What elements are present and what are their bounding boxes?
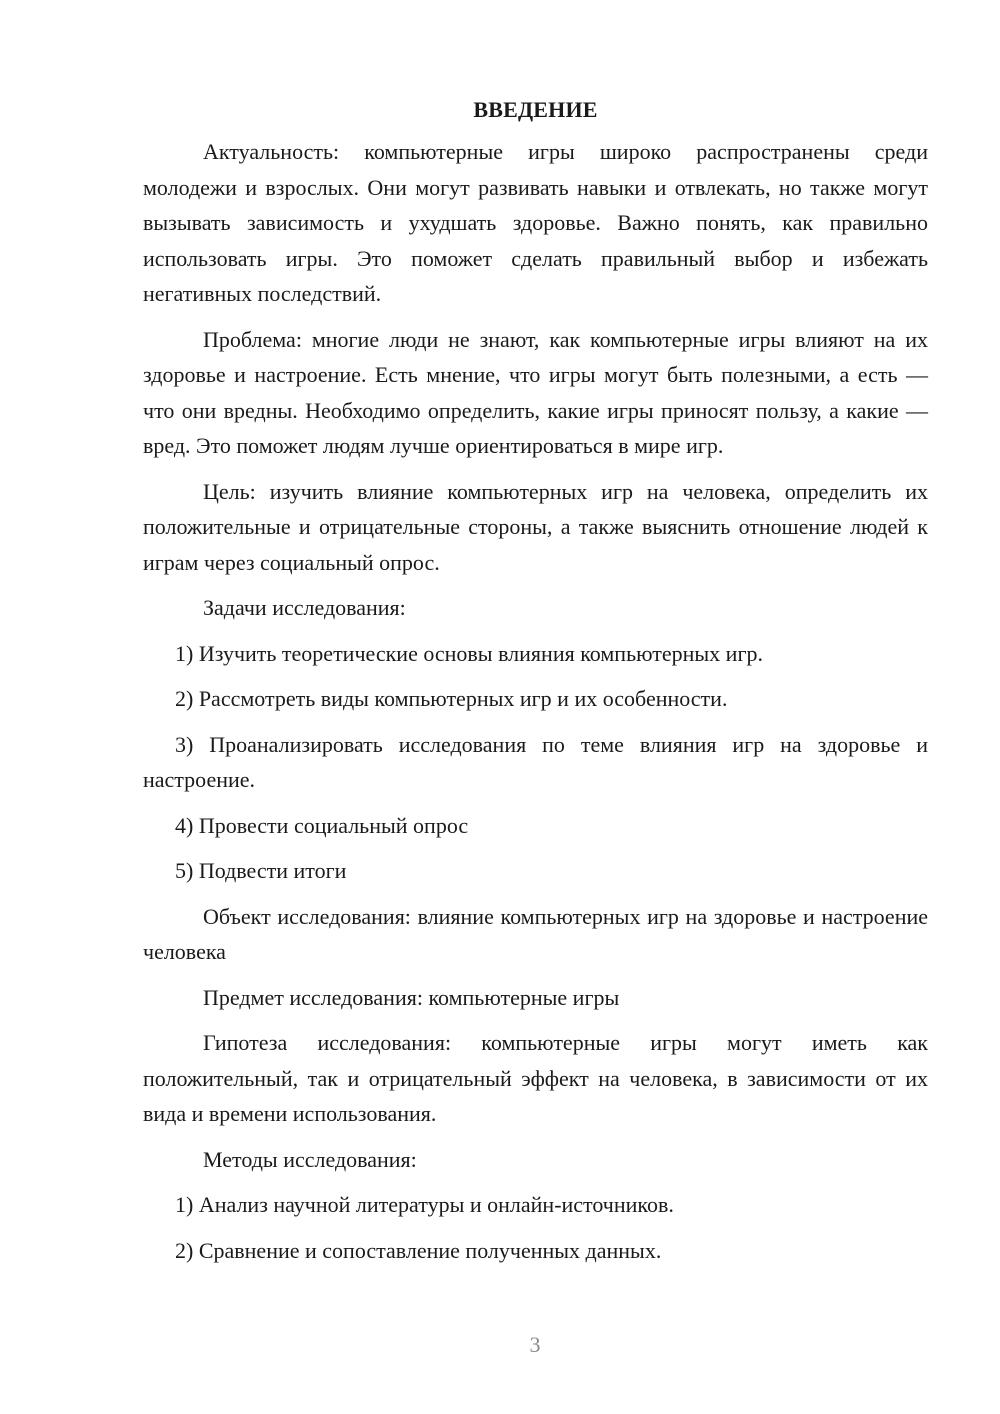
page-number: 3 [529, 1332, 541, 1357]
page-title: ВВЕДЕНИЕ [473, 97, 598, 122]
problem-paragraph: Проблема: многие люди не знают, как компьютерные игры влияют на их здоровье и настроение. Есть мнение, что игры могут быть полезными, а есть — что они вредны. Необходимо определить, какие игры приносят пользу, а какие — вред. Это поможет людям лучше ориентироваться в мире игр. [143, 326, 928, 458]
page-content [143, 92, 928, 1278]
method-item: 2) Сравнение и сопоставление полученных данных. [175, 1237, 662, 1263]
hypothesis-paragraph: Гипотеза исследования: компьютерные игры могут иметь как положительный, так и отрицательный эффект на человека, в зависимости от их вида и времени использования. [143, 1030, 928, 1126]
task-item: 3) Проанализировать исследования по теме влияния игр на здоровье и настроение. [143, 731, 928, 792]
method-item: 1) Анализ научной литературы и онлайн-источников. [175, 1192, 674, 1217]
task-item: 2) Рассмотреть виды компьютерных игр и их особенности. [175, 686, 728, 711]
object-paragraph: Объект исследования: влияние компьютерных игр на здоровье и настроение человека [143, 903, 928, 964]
tasks-heading: Задачи исследования: [203, 595, 406, 620]
methods-heading: Методы исследования: [203, 1146, 417, 1172]
relevance-paragraph: Актуальность: компьютерные игры широко распространены среди молодежи и взрослых. Они могут развивать навыки и отвлекать, но также могут вызывать зависимость и ухудшать здоровье. Важно понять, как правильно использовать игры. Это поможет сделать правильный выбор и избежать негативных последствий. [143, 139, 928, 306]
subject-paragraph: Предмет исследования: компьютерные игры [203, 984, 620, 1010]
goal-paragraph: Цель: изучить влияние компьютерных игр на человека, определить их положительные и отрицательные стороны, а также выяснить отношение людей к играм через социальный опрос. [143, 478, 928, 575]
task-item: 4) Провести социальный опрос [175, 812, 469, 838]
task-item: 5) Подвести итоги [175, 858, 347, 883]
task-item: 1) Изучить теоретические основы влияния компьютерных игр. [175, 640, 763, 666]
